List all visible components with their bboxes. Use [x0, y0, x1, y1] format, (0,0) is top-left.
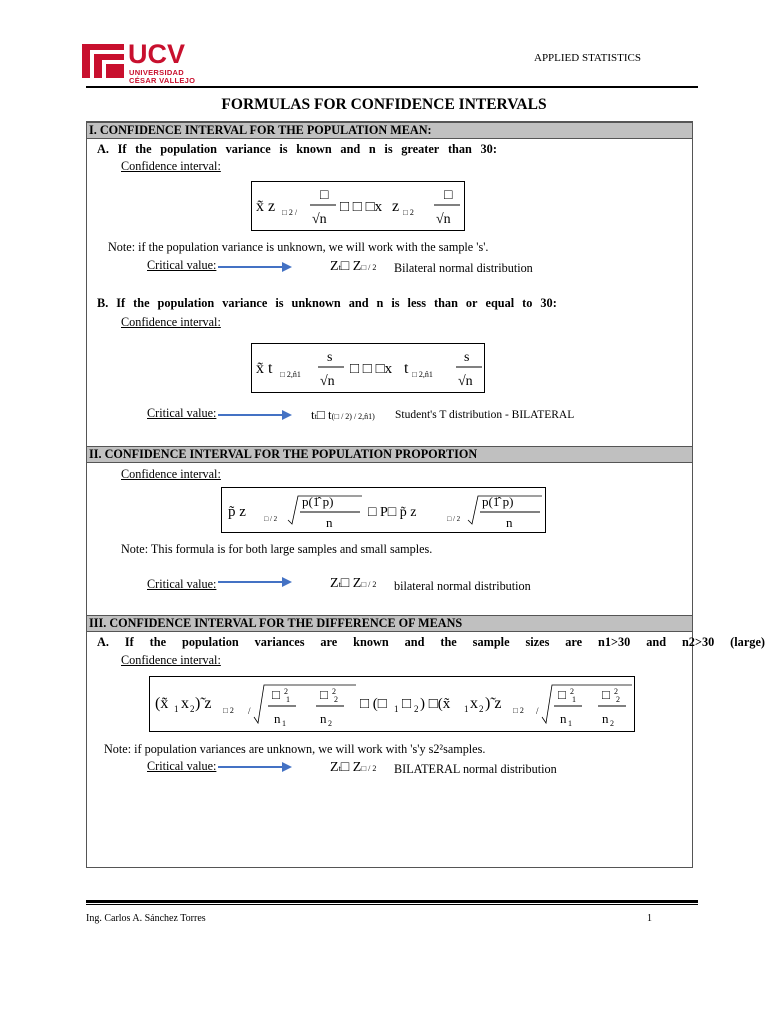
formula-proportion	[221, 487, 546, 533]
svg-text:□ 2: □ 2	[223, 706, 234, 715]
logo-text: UCV	[128, 39, 186, 69]
svg-text:□ □ □x: □ □ □x	[350, 361, 393, 377]
subsection-a-mean: A. If the population variance is known and n is greater than 30:	[97, 142, 497, 156]
formula-difference-means	[149, 676, 635, 732]
svg-text:□ 2: □ 2	[513, 706, 524, 715]
svg-text:2: 2	[614, 687, 618, 696]
svg-text:1: 1	[572, 695, 576, 704]
svg-text:2: 2	[190, 704, 195, 714]
svg-text:□ / 2: □ / 2	[264, 515, 278, 523]
svg-text:□ 2 /: □ 2 /	[282, 208, 298, 217]
svg-text:p(1̂ p): p(1̂ p)	[482, 494, 514, 509]
svg-text:1: 1	[174, 704, 179, 714]
svg-text:n: n	[506, 515, 513, 530]
svg-text:1: 1	[464, 704, 469, 714]
note-proportion: Note: This formula is for both large samples and small samples.	[121, 542, 433, 556]
footer-rule	[86, 900, 698, 903]
svg-text:)̃ z: )̃ z	[195, 695, 212, 712]
section-heading-proportion: II. CONFIDENCE INTERVAL FOR THE POPULATION PROPORTION	[87, 446, 692, 463]
critical-value-formula-b: tt□ t(□ / 2) / 2,n̂1)	[311, 407, 375, 422]
svg-text:n: n	[560, 711, 567, 726]
svg-text:□ P□ p̃ z: □ P□ p̃ z	[368, 505, 417, 520]
logo-subtitle-1: UNIVERSIDAD	[129, 68, 184, 77]
svg-text:p̃ z: p̃ z	[228, 504, 246, 520]
arrow-right-icon	[218, 261, 292, 273]
course-name: APPLIED STATISTICS	[534, 52, 641, 64]
confidence-interval-label-proportion: Confidence interval:	[121, 467, 221, 481]
svg-text:2: 2	[284, 687, 288, 696]
svg-text:2: 2	[570, 687, 574, 696]
svg-text:1: 1	[282, 719, 286, 728]
svg-text:2: 2	[334, 695, 338, 704]
critical-value-formula-proportion: Zt□ Z□ / 2	[330, 576, 377, 591]
critical-value-text-b: Student's T distribution - BILATERAL	[395, 409, 575, 421]
svg-text:z: z	[392, 198, 400, 215]
svg-text:x: x	[181, 695, 189, 712]
svg-text:√n: √n	[320, 374, 335, 389]
svg-text:□ (□: □ (□	[360, 696, 387, 712]
footer-rule-thin	[86, 904, 698, 905]
svg-text:□: □	[602, 687, 610, 702]
critical-value-formula-a: Zt□ Z□ / 2	[330, 259, 377, 274]
svg-text:1: 1	[394, 704, 399, 714]
svg-text:x̃ z: x̃ z	[256, 198, 276, 215]
critical-value-label-b: Critical value:	[147, 406, 217, 420]
svg-text:□ / 2: □ / 2	[447, 515, 461, 523]
svg-text:)̃ z: )̃ z	[485, 695, 502, 712]
ucv-emblem-icon	[80, 40, 126, 82]
svg-text:s: s	[464, 350, 470, 365]
svg-text:p(1̂ p): p(1̂ p)	[302, 494, 334, 509]
note-difference-means: Note: if population variances are unknown, we will work with 's'y s2²samples.	[104, 742, 486, 756]
section-heading-mean: I. CONFIDENCE INTERVAL FOR THE POPULATION MEAN:	[87, 122, 692, 139]
svg-text:n: n	[602, 711, 609, 726]
svg-text:s: s	[327, 350, 333, 365]
svg-text:x: x	[470, 695, 478, 712]
arrow-right-icon	[218, 576, 292, 588]
confidence-interval-label: Confidence interval:	[121, 159, 221, 173]
svg-text:2: 2	[332, 687, 336, 696]
svg-text:□: □	[444, 188, 453, 203]
svg-text:√n: √n	[436, 212, 451, 227]
critical-value-text-difference: BILATERAL normal distribution	[394, 762, 557, 776]
svg-text:2: 2	[479, 704, 484, 714]
note-mean-variance: Note: if the population variance is unknown, we will work with the sample 's'.	[108, 240, 489, 254]
svg-text:n: n	[274, 711, 281, 726]
svg-text:□: □	[320, 687, 328, 702]
svg-text:/: /	[248, 706, 251, 716]
confidence-interval-label-difference: Confidence interval:	[121, 653, 221, 667]
formula-mean-unknown-variance	[251, 343, 485, 393]
svg-text:2: 2	[610, 719, 614, 728]
arrow-right-icon	[218, 409, 292, 421]
svg-text:2: 2	[414, 704, 419, 714]
svg-text:n: n	[326, 515, 333, 530]
svg-text:t: t	[404, 360, 409, 377]
critical-value-label-difference: Critical value:	[147, 759, 217, 773]
section-heading-difference-means: III. CONFIDENCE INTERVAL FOR THE DIFFERENCE OF MEANS	[87, 615, 692, 632]
svg-text:x̃ t: x̃ t	[256, 360, 273, 377]
page-title: FORMULAS FOR CONFIDENCE INTERVALS	[221, 96, 547, 113]
critical-value-text-proportion: bilateral normal distribution	[394, 579, 531, 593]
svg-text:□: □	[320, 188, 329, 203]
critical-value-formula-difference: Zt□ Z□ / 2	[330, 760, 377, 775]
svg-text:□ 2,n̂1: □ 2,n̂1	[280, 370, 301, 379]
svg-text:(x̃: (x̃	[155, 695, 169, 712]
page-number: 1	[647, 913, 652, 924]
svg-text:√n: √n	[312, 212, 327, 227]
svg-text:□ □ □x: □ □ □x	[340, 199, 383, 215]
logo-subtitle-2: CÉSAR VALLEJO	[129, 76, 196, 85]
svg-text:√n: √n	[458, 374, 473, 389]
confidence-interval-label-b: Confidence interval:	[121, 315, 221, 329]
arrow-right-icon	[218, 761, 292, 773]
svg-text:1: 1	[286, 695, 290, 704]
critical-value-label-proportion: Critical value:	[147, 577, 217, 591]
svg-text:2: 2	[616, 695, 620, 704]
subsection-a-difference: A. If the population variances are known and the sample sizes are n1>30 and n2>30 (large)	[97, 635, 765, 649]
svg-text:/: /	[536, 706, 539, 716]
svg-text:1: 1	[568, 719, 572, 728]
critical-value-label: Critical value:	[147, 258, 217, 272]
subsection-b-mean: B. If the population variance is unknown and n is less than or equal to 30:	[97, 296, 557, 310]
svg-text:) □(x̃: ) □(x̃	[420, 696, 451, 712]
ucv-logo	[80, 39, 200, 85]
critical-value-text-a: Bilateral normal distribution	[394, 261, 533, 275]
header-rule	[86, 86, 698, 88]
svg-text:□ 2,n̂1: □ 2,n̂1	[412, 370, 433, 379]
svg-text:□: □	[402, 696, 412, 712]
svg-text:□: □	[558, 687, 566, 702]
svg-text:n: n	[320, 711, 327, 726]
svg-text:□ 2: □ 2	[403, 208, 414, 217]
formula-mean-known-variance	[251, 181, 465, 231]
svg-text:□: □	[272, 687, 280, 702]
footer-author: Ing. Carlos A. Sánchez Torres	[86, 913, 206, 924]
svg-text:2: 2	[328, 719, 332, 728]
